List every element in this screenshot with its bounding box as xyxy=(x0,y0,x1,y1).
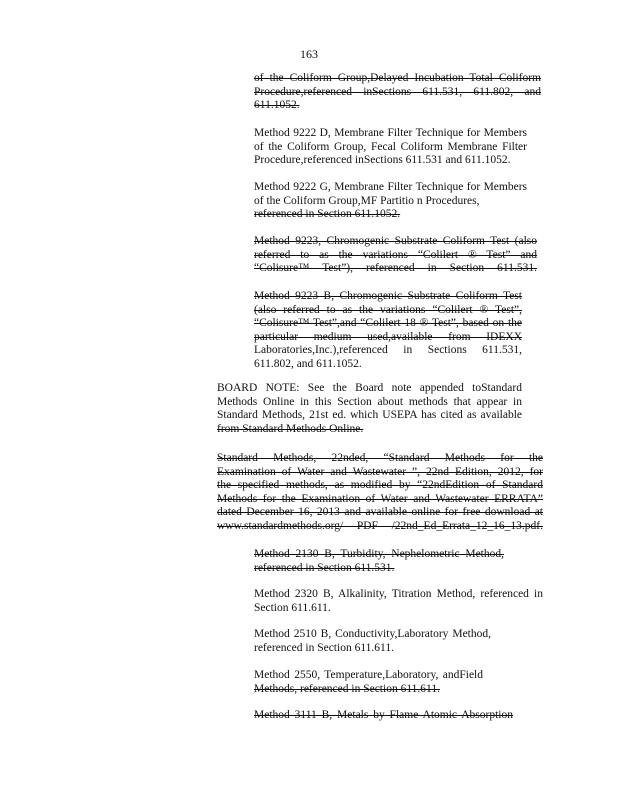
text-line: “Colisure™ Test”), referenced in Section 611.531. xyxy=(254,262,537,274)
text-line: 611.802, and 611.1052. xyxy=(254,357,362,370)
text-line-struck: “Colisure™ Test”,and “Colilert 18 ® Test”, based on the xyxy=(254,317,522,329)
paragraph-board-note xyxy=(217,382,522,436)
text-line: Method 3111 B, Metals by Flame Atomic Absorption xyxy=(254,709,513,721)
text-line: Standard Methods, 21st ed. which USEPA has cited as available xyxy=(217,409,522,421)
text-line: Section 611.611. xyxy=(254,601,331,614)
text-line-struck: Method 9223 B, Chromogenic Substrate Coliform Test xyxy=(254,290,522,302)
paragraph-method-2130-b xyxy=(254,548,504,575)
text-line: BOARD NOTE: See the Board note appended toStandard xyxy=(217,382,522,394)
text-line: Method 9222 G, Membrane Filter Technique for Members xyxy=(254,181,527,193)
text-line: dated December 16, 2013 and available online for free download at xyxy=(217,506,543,518)
text-line: Laboratories,Inc.),referenced in Sections 611.531, xyxy=(254,344,522,356)
text-line: referenced in Section 611.611. xyxy=(254,641,394,654)
paragraph-standard-methods-22nd xyxy=(217,452,543,533)
text-line: Method 2510 B, Conductivity,Laboratory Method, xyxy=(254,628,491,640)
paragraph-method-9223-b xyxy=(254,290,522,371)
text-line: Methods for the Examination of Water and Wastewater ERRATA” xyxy=(217,492,543,505)
text-line: Method 9222 D, Membrane Filter Technique for Members xyxy=(254,127,527,139)
paragraph-method-9223 xyxy=(254,235,537,276)
text-line: 611.1052. xyxy=(254,99,300,111)
text-line-struck: referenced in Section 611.1052. xyxy=(254,208,401,220)
text-line: referred to as the variations “Colilert ® Test” and xyxy=(254,248,537,261)
text-line-struck: from Standard Methods Online. xyxy=(217,422,364,435)
text-line: Methods Online in this Section about methods that appear in xyxy=(217,395,522,408)
paragraph-method-2550 xyxy=(254,669,483,696)
text-line: Method 2550, Temperature,Laboratory, andField xyxy=(254,669,483,681)
text-line: www.standardmethods.org/ PDF /22nd_Ed_Errata_12_16_13.pdf. xyxy=(217,519,543,532)
paragraph-method-3111-b xyxy=(254,709,513,723)
paragraph-method-9222-d xyxy=(254,127,527,168)
text-line-struck: particular medium used,available from IDEXX xyxy=(254,330,522,343)
paragraph-method-9222-g xyxy=(254,181,527,222)
text-line: Method 2320 B, Alkalinity, Titration Method, referenced in xyxy=(254,588,543,600)
text-line: the specified methods, as modified by “22ndEdition of Standard xyxy=(217,479,543,491)
text-line: of the Coliform Group,Delayed Incubation Total Coliform xyxy=(254,72,541,84)
text-line: Procedure,referenced inSections 611.531, 611.802, and xyxy=(254,85,541,98)
page-number: 163 xyxy=(300,47,318,61)
text-line: Procedure,referenced inSections 611.531 and 611.1052. xyxy=(254,154,511,166)
text-line-struck: Methods, referenced in Section 611.611. xyxy=(254,682,440,695)
paragraph-method-2510-b xyxy=(254,628,491,655)
text-line: referenced in Section 611.531. xyxy=(254,561,395,574)
text-line: Method 9223, Chromogenic Substrate Coliform Test (also xyxy=(254,235,537,247)
text-line-struck: (also referred to as the variations “Colilert ® Test”, xyxy=(254,303,522,316)
paragraph-method-2320-b xyxy=(254,588,543,615)
text-line: Method 2130 B, Turbidity, Nephelometric Method, xyxy=(254,548,504,560)
text-line: of the Coliform Group,MF Partitio n Procedures, xyxy=(254,194,480,207)
paragraph-coliform-delayed-incubation xyxy=(254,72,541,113)
text-line: of the Coliform Group, Fecal Coliform Membrane Filter xyxy=(254,140,527,153)
text-line: Examination of Water and Wastewater ”, 22nd Edition, 2012, for xyxy=(217,465,543,478)
text-line: Standard Methods, 22nded, “Standard Methods for the xyxy=(217,452,543,464)
